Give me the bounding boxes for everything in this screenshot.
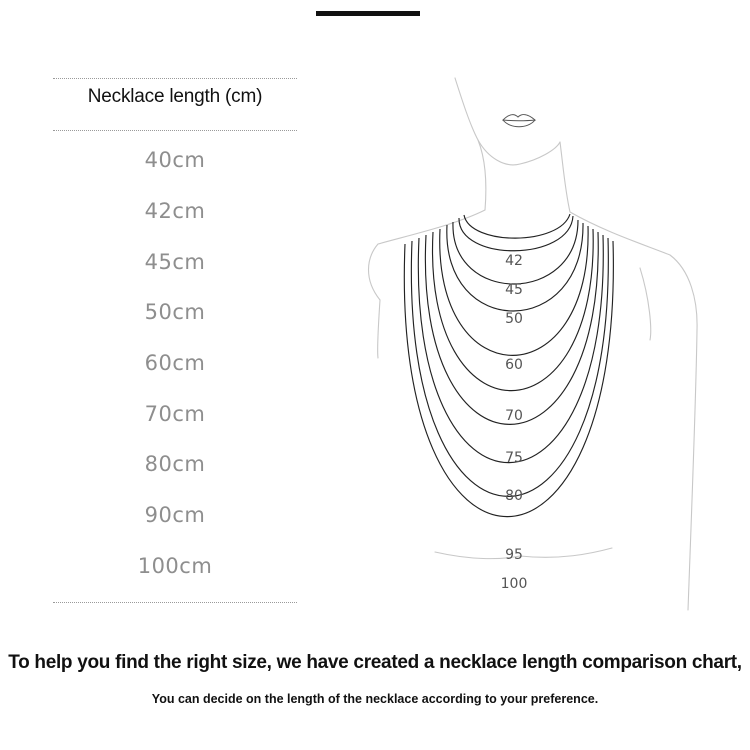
length-label-42: 42 <box>505 253 523 269</box>
caption-main: To help you find the right size, we have created a necklace length comparison chart, <box>8 652 742 673</box>
size-row-80: 80cm <box>144 452 206 476</box>
necklace-line-3 <box>453 220 578 284</box>
size-row-60: 60cm <box>144 351 206 375</box>
face-outline <box>455 78 560 165</box>
length-label-60: 60 <box>505 357 523 373</box>
length-label-80: 80 <box>505 488 523 504</box>
mannequin-figure <box>350 60 750 620</box>
necklace-line-1 <box>464 214 570 238</box>
necklace-line-8 <box>418 235 603 463</box>
lips-icon <box>503 115 535 127</box>
bust-line <box>435 548 612 559</box>
table-header-divider <box>53 130 297 131</box>
caption-sub: You can decide on the length of the necklace according to your preference. <box>151 692 599 706</box>
neck-right <box>560 142 570 212</box>
underarm-right <box>640 268 651 340</box>
body-outline <box>369 78 698 610</box>
size-row-50: 50cm <box>144 300 206 324</box>
length-label-100: 100 <box>500 576 528 592</box>
size-row-70: 70cm <box>144 402 206 426</box>
shoulder-right <box>570 212 697 330</box>
size-row-40: 40cm <box>144 148 206 172</box>
size-row-100: 100cm <box>137 554 213 578</box>
arm-right <box>688 330 697 610</box>
table-top-divider <box>53 78 297 79</box>
length-label-75: 75 <box>505 450 523 466</box>
length-label-95: 95 <box>505 547 523 563</box>
size-row-42: 42cm <box>144 199 206 223</box>
length-label-45: 45 <box>505 282 523 298</box>
necklace-line-2 <box>459 216 573 251</box>
size-row-45: 45cm <box>144 250 206 274</box>
arm-left <box>378 300 380 358</box>
top-accent-bar <box>316 11 420 16</box>
table-bottom-divider <box>53 602 297 603</box>
length-label-70: 70 <box>505 408 523 424</box>
size-row-90: 90cm <box>144 503 206 527</box>
length-label-50: 50 <box>505 311 523 327</box>
table-header: Necklace length (cm) <box>87 86 263 107</box>
